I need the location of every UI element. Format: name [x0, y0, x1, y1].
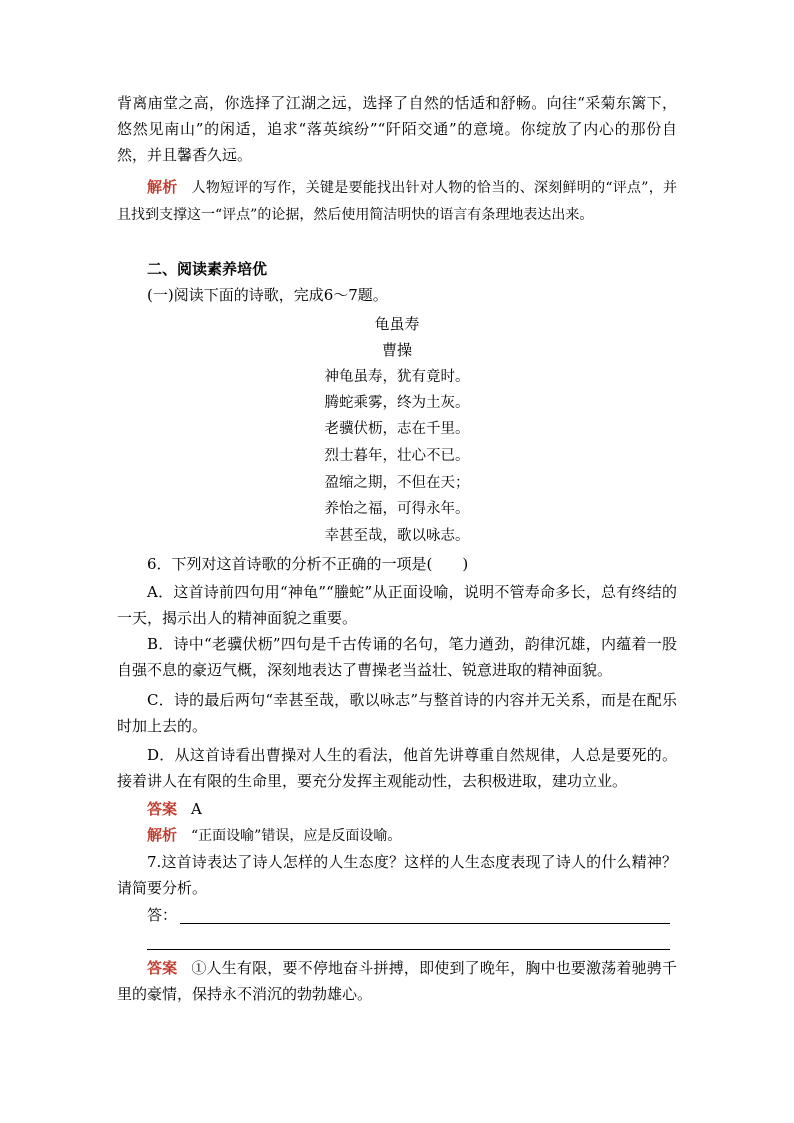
answer-label: 答案 [147, 959, 178, 977]
intro-paragraph: 背离庙堂之高，你选择了江湖之远，选择了自然的恬适和舒畅。向往“采菊东篱下，悠然见南山”的闲适，追求“落英缤纷”“阡陌交通”的意境。你绽放了内心的那份自然，并且馨香久远。 [117, 94, 677, 164]
analysis-label: 解析 [147, 178, 178, 196]
option-c: C．诗的最后两句“幸甚至哉，歌以咏志”与整首诗的内容并无关系，而是在配乐时加上去的。 [117, 691, 677, 735]
option-b: B．诗中“老骥伏枥”四句是千古传诵的名句，笔力遒劲，韵律沉雄，内蕴着一股自强不息的豪迈气概，深刻地表达了曹操老当益壮、锐意进取的精神面貌。 [117, 635, 677, 679]
section-heading: 二、阅读素养培优 [147, 260, 268, 278]
q7-answer-text: ①人生有限，要不停地奋斗拼搏，即使到了晚年，胸中也要激荡着驰骋千里的豪情，保持永不消沉的勃勃雄心。 [117, 959, 677, 1003]
poem-author: 曹操 [381, 341, 412, 359]
q6-answer [147, 796, 202, 822]
poem-line: 养怡之福，可得永年。 [324, 501, 470, 517]
q6-analysis-text: “正面设喻”错误，应是反面设喻。 [191, 828, 402, 844]
poem-line: 盈缩之期，不但在天； [324, 475, 470, 491]
q7-answer [117, 955, 677, 1007]
question-7-stem: 7.这首诗表达了诗人怎样的人生态度？这样的人生态度表现了诗人的什么精神？请简要分析。 [117, 853, 677, 897]
poem-line: 烈士暮年，壮心不已。 [324, 448, 470, 464]
answer-prompt: 答： [147, 906, 178, 924]
analysis-1 [117, 174, 677, 228]
poem-title: 龟虽寿 [374, 315, 420, 333]
analysis-label: 解析 [147, 826, 178, 844]
option-d: D．从这首诗看出曹操对人生的看法，他首先讲尊重自然规律，人总是要死的。接着讲人在有限的生命里，要充分发挥主观能动性，去积极进取，建功立业。 [117, 746, 677, 790]
option-a: A．这首诗前四句用“神龟”“螣蛇”从正面设喻，说明不管寿命多长，总有终结的一天，揭示出人的精神面貌之重要。 [117, 583, 677, 627]
poem-line: 神龟虽寿，犹有竟时。 [324, 369, 470, 385]
answer-label: 答案 [147, 800, 178, 818]
q6-answer-value: A [191, 800, 202, 818]
answer-blank-line[interactable] [147, 949, 670, 950]
poem-line: 腾蛇乘雾，终为土灰。 [324, 395, 470, 411]
analysis-1-text: 人物短评的写作，关键是要能找出针对人物的恰当的、深刻鲜明的“评点”，并且找到支撑这一“评点”的论据，然后使用简洁明快的语言有条理地表达出来。 [117, 180, 677, 223]
question-6-stem: 6．下列对这首诗歌的分析不正确的一项是( ) [147, 555, 469, 573]
poem-line: 幸甚至哉，歌以咏志。 [324, 528, 470, 544]
answer-blank-line[interactable] [180, 923, 670, 924]
q6-analysis [147, 822, 401, 849]
poem-line: 老骥伏枥，志在千里。 [324, 421, 470, 437]
reading-instruction: (一)阅读下面的诗歌，完成6～7题。 [147, 286, 388, 304]
